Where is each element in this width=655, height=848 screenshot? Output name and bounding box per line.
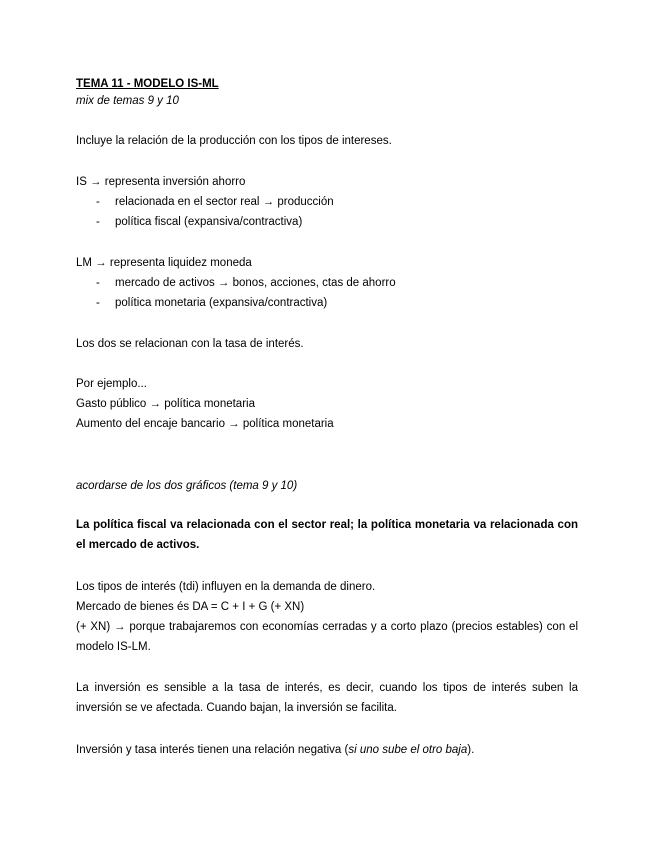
bullet-dash: - <box>96 297 100 309</box>
investment-paragraph: La inversión es sensible a la tasa de interés, es decir, cuando los tipos de interés suben la inversión se ve afectada. Cuando bajan, la inversión se facilita. <box>76 682 578 715</box>
lm-heading: LM → representa liquidez moneda <box>76 257 252 269</box>
bullet-text: mercado de activos → bonos, acciones, ctas de ahorro <box>115 277 396 289</box>
bold-paragraph: La política fiscal va relacionada con el sector real; la política monetaria va relacionada con el mercado de activos. <box>76 519 578 552</box>
final-line <box>76 743 474 757</box>
demand-line-2: Mercado de bienes és DA = C + I + G (+ XN) <box>76 601 305 613</box>
example-line: Aumento del encaje bancario → política monetaria <box>76 418 334 430</box>
bullet-dash: - <box>96 196 100 208</box>
bullet-text: política fiscal (expansiva/contractiva) <box>115 216 303 228</box>
bullet-text: política monetaria (expansiva/contractiva) <box>115 297 328 309</box>
is-heading: IS → representa inversión ahorro <box>76 176 246 188</box>
document-title: TEMA 11 - MODELO IS-ML <box>76 78 219 90</box>
final-line-suffix: ). <box>467 744 475 756</box>
bullet-dash: - <box>96 277 100 289</box>
bullet-dash: - <box>96 216 100 228</box>
bullet-text: relacionada en el sector real → producción <box>115 196 334 208</box>
document-subtitle: mix de temas 9 y 10 <box>76 95 179 107</box>
final-line-italic: si uno sube el otro baja <box>348 744 468 756</box>
reminder-note: acordarse de los dos gráficos (tema 9 y 10) <box>76 480 298 492</box>
relation-line: Los dos se relacionan con la tasa de interés. <box>76 338 304 350</box>
example-intro: Por ejemplo... <box>76 378 147 390</box>
demand-line-3: (+ XN) → porque trabajaremos con economías cerradas y a corto plazo (precios estables) con el modelo IS-LM. <box>76 621 578 654</box>
intro-paragraph: Incluye la relación de la producción con los tipos de intereses. <box>76 135 392 147</box>
final-line-prefix: Inversión y tasa interés tienen una relación negativa ( <box>76 744 349 756</box>
example-line: Gasto público → política monetaria <box>76 398 255 410</box>
demand-line-1: Los tipos de interés (tdi) influyen en la demanda de dinero. <box>76 581 376 593</box>
